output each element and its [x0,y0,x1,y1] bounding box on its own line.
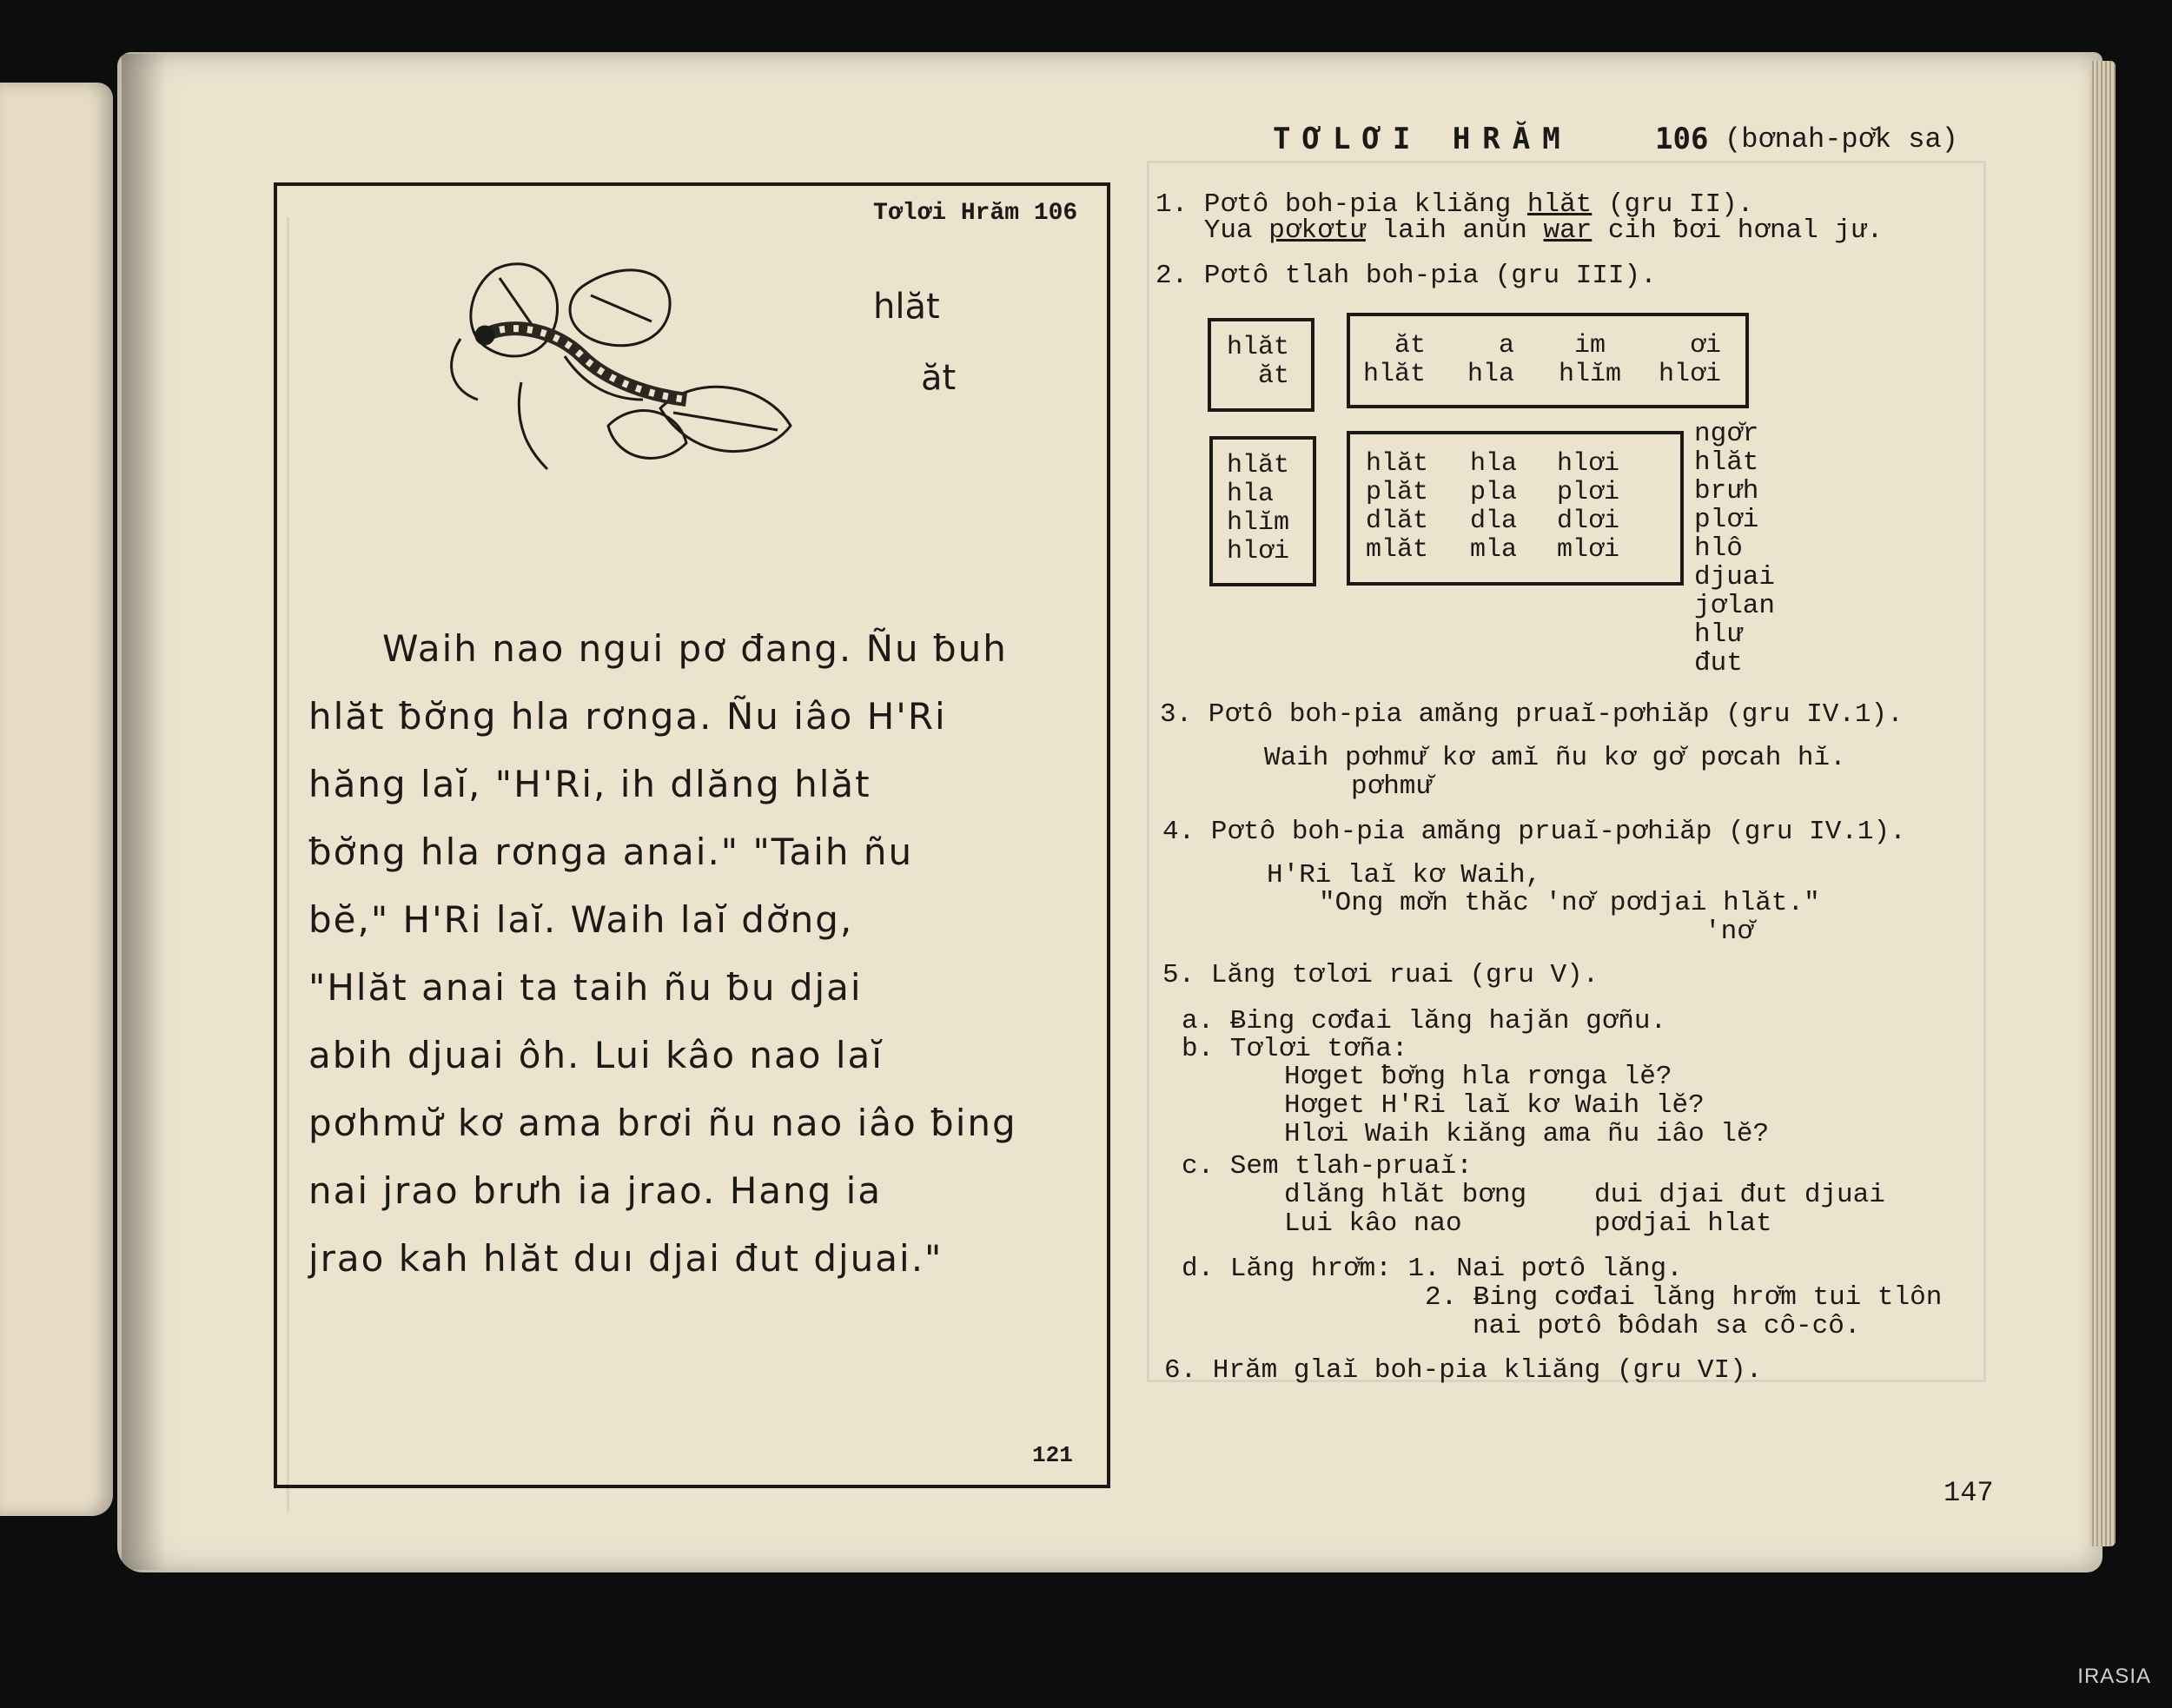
word-list-item: hlăt [1694,447,1759,478]
syllable-box-4 [1347,431,1684,586]
inner-page-header: Tơlơi Hrăm 106 [873,200,1078,227]
box-column: a hla [1467,331,1515,389]
inner-page-number: 121 [1032,1442,1073,1468]
word-hlat: hlăt [873,287,940,327]
word-list-item: plơi [1694,505,1759,535]
step-2: 2. Pơtô tlah boh-pia (gru III). [1156,261,1657,291]
step-3-sentence: Waih pơhmư̆ kơ amĭ ñu kơ gơ̆ pơcah hĭ. [1264,743,1846,773]
story-line: abih djuai ôh. Lui kâo nao laĭ [308,1034,884,1076]
previous-page-edge [0,83,113,1516]
step-5: 5. Lăng tơlơi ruai (gru V). [1162,960,1599,990]
question-3: Hlơi Waih kiăng ama ñu iâo lĕ? [1284,1119,1770,1149]
step-1-detail: Yua pơkơtư laih anŭn war cih ƀơi hơnal jư. [1156,215,1884,246]
box-column: hla pla dla mla [1470,449,1518,565]
step-3: 3. Pơtô boh-pia amăng pruaĭ-pơhiăp (gru IV.1). [1160,699,1904,730]
lesson-number: 106 [1655,122,1709,156]
step-5c: c. Sem tlah-pruaĭ: [1182,1151,1473,1182]
story-line: ƀơ̆ng hla rơnga anai." "Taih ñu [308,831,914,873]
word-list-item: djuai [1694,562,1776,593]
step-4: 4. Pơtô boh-pia amăng pruaĭ-pơhiăp (gru IV.1). [1162,817,1906,847]
word-list-item: hlô [1694,533,1743,564]
phrase-1b: dui djai đut djuai [1594,1180,1885,1210]
syllable-box-3 [1209,436,1316,586]
question-1: Hơget ƀơ̆ng hla rơnga lĕ? [1284,1062,1672,1092]
caterpillar-illustration [434,252,817,478]
book-gutter-shadow [122,54,165,1570]
step-4-line-2: "Ong mơ̆n thăc 'nơ̆ pơdjai hlăt." [1319,888,1820,918]
step-5d-3: nai pơtô ƀôdah sa cô-cô. [1473,1311,1861,1341]
box-column: hlăt plăt dlăt mlăt [1366,449,1429,565]
box-column: ăt hlăt [1363,331,1427,389]
story-line: jrao kah hlăt duı djai đut djuai." [308,1237,944,1280]
story-line: hlăt ƀơ̆ng hla rơnga. Ñu iâo H'Ri [308,695,947,738]
box-text: hlăt ăt [1227,333,1290,391]
page-number: 147 [1944,1477,1994,1509]
step-5d: d. Lăng hrơ̆m: 1. Nai pơtô lăng. [1182,1254,1683,1284]
story-line: Waih nao ngui pơ đang. Ñu ƀuh [382,627,1008,670]
box-text: hlăt hla hlĭm hlơi [1227,451,1290,566]
phrase-2b: pơdjai hlat [1594,1208,1772,1239]
step-3-word: pơhmư̆ [1351,771,1433,802]
word-list-item: hlư [1694,619,1743,650]
phrase-2a: Lui kâo nao [1284,1208,1462,1239]
story-line: pơhmư̆ kơ ama brơi ñu nao iâo ƀing [308,1102,1017,1144]
box-column: im hlĭm [1559,331,1622,389]
story-line: hăng laĭ, "H'Ri, ih dlăng hlăt [308,763,871,805]
page-edges [2089,61,2116,1546]
question-2: Hơget H'Ri laĭ kơ Waih lĕ? [1284,1090,1705,1121]
box-column: ơi hlơi [1659,331,1722,389]
story-line: "Hlăt anai ta taih ñu ƀu djai [308,966,863,1009]
box-column: hlơi plơi dlơi mlơi [1557,449,1620,565]
word-at: ăt [921,358,957,398]
step-5b: b. Tơlơi tơña: [1182,1034,1408,1064]
lesson-title: TƠLƠI HRĂM [1273,122,1573,156]
step-6: 6. Hrăm glaĭ boh-pia kliăng (gru VI). [1164,1355,1763,1386]
word-list-item: jơlan [1694,591,1776,621]
word-list-item: đut [1694,648,1743,679]
step-5d-2: 2. Ƀing cơđai lăng hrơ̆m tui tlôn [1425,1282,1943,1313]
syllable-box-2 [1347,313,1749,408]
story-line: nai jrao brưh ia jrao. Hang ia [308,1169,883,1212]
watermark: IRASIA [2077,1665,2151,1688]
phrase-1a: dlăng hlăt bơng [1284,1180,1527,1210]
word-list-item: brưh [1694,476,1759,506]
lesson-part-note: (bơnah-pơ̆k sa) [1725,123,1958,156]
word-list-item: ngơ̆r [1694,419,1759,449]
step-1: 1. Pơtô boh-pia kliăng hlăt (gru II). [1156,189,1754,220]
step-5a: a. Ƀing cơđai lăng hajăn gơñu. [1182,1006,1667,1036]
story-line: bĕ," H'Ri laĭ. Waih laĭ dơ̆ng, [308,898,854,941]
step-4-word: 'nơ̆ [1705,917,1753,947]
step-4-line-1: H'Ri laĭ kơ Waih, [1267,860,1542,890]
syllable-box-1 [1208,318,1314,412]
